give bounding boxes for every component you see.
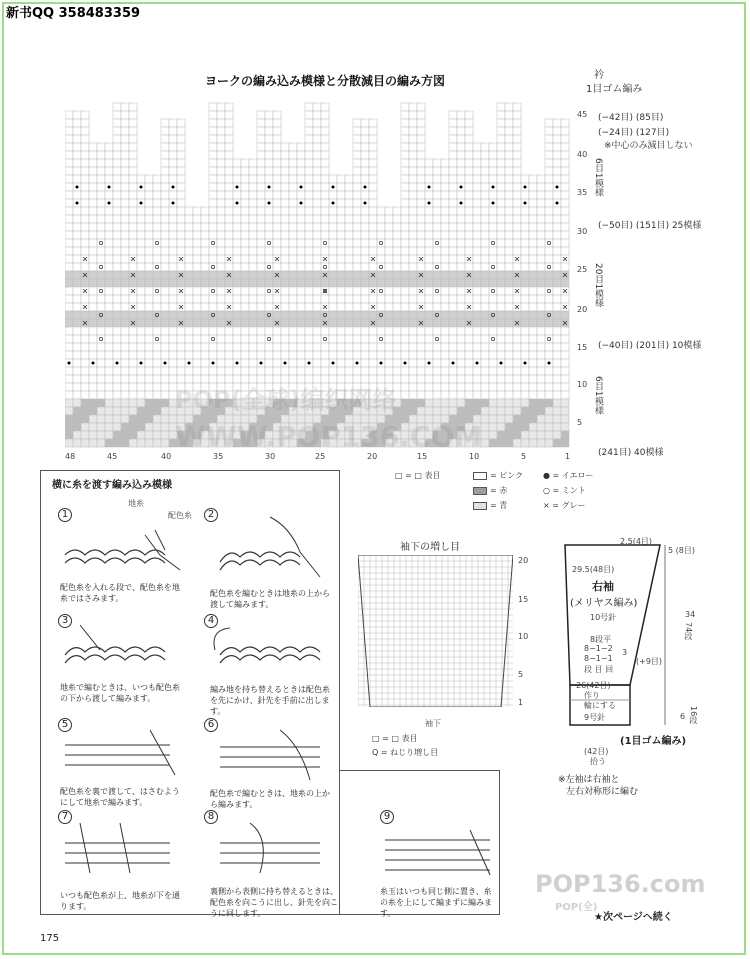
- sleeve-note-1: ※左袖は右袖と: [558, 775, 620, 785]
- sleeve-inc-4: 段 目 回: [584, 665, 614, 674]
- sleeve-increase-title: 袖下の増し目: [400, 542, 460, 553]
- annotation: ※中心のみ減目しない: [604, 141, 693, 151]
- sleeve-length-rows: 74段: [684, 622, 693, 641]
- row-num: 25: [577, 265, 588, 274]
- annotation: (−42目) (85目): [598, 113, 664, 123]
- col-num: 1: [565, 452, 571, 461]
- col-num: 25: [315, 452, 326, 461]
- step-5-illustration: [60, 725, 185, 785]
- annotation-vertical: 6目1模様: [593, 376, 603, 415]
- footer-watermark-sub: POP(全): [555, 902, 598, 913]
- step-number: 5: [58, 718, 72, 732]
- row-num: 10: [577, 380, 588, 389]
- inc-legend-twist: Q = ねじり増し目: [372, 748, 439, 757]
- row-num: 40: [577, 150, 588, 159]
- inc-row: 5: [518, 670, 524, 679]
- yoke-bottom-numbers: [65, 452, 573, 462]
- col-num: 5: [521, 452, 527, 461]
- col-num: 35: [213, 452, 224, 461]
- color-yarn-label: 配色糸: [168, 511, 192, 520]
- step-caption: 地糸で編むときは、いつも配色糸の下から渡して編みます。: [60, 683, 180, 703]
- sleeve-increase-svg: [358, 555, 513, 707]
- step-caption: 編み地を持ち替えるときは配色糸を先にかけ、針先を手前に出します。: [210, 685, 330, 716]
- legend-symbol: ×: [543, 501, 550, 510]
- legend-label: = イエロー: [552, 471, 594, 480]
- legend-label: 表目: [424, 471, 441, 480]
- row-num: 35: [577, 188, 588, 197]
- annotation: (241目) 40模様: [598, 448, 664, 458]
- sleeve-inc-2: 8−1−2: [584, 644, 613, 653]
- sleeve-inc-3: 8−1−1: [584, 654, 613, 663]
- col-num: 10: [469, 452, 480, 461]
- step-number: 3: [58, 614, 72, 628]
- legend-label: = 赤: [490, 486, 508, 495]
- step-1-illustration: [60, 525, 185, 575]
- inc-row: 15: [518, 595, 529, 604]
- step-8-illustration: [210, 818, 335, 878]
- grid-watermark-2: WWW.POP136.COM: [175, 420, 483, 453]
- sleeve-rib-height: 6: [680, 712, 686, 721]
- step-4-illustration: [210, 620, 335, 680]
- step-9-illustration: [380, 825, 495, 880]
- step-caption: 裏側から表側に持ち替えるときは、配色糸を向こうに出し、針先を向こうに回します。: [210, 887, 338, 918]
- inc-legend-knit: □ = □ 表目: [372, 734, 418, 743]
- sleeve-flat: 輪にする: [584, 701, 616, 710]
- col-num: 15: [417, 452, 428, 461]
- step-caption: いつも配色糸が上、地糸が下を通ります。: [60, 891, 180, 911]
- pink-swatch: [473, 472, 487, 480]
- legend-label: = ミント: [552, 486, 586, 495]
- step-3-illustration: [60, 620, 185, 680]
- step-2-illustration: [210, 512, 335, 582]
- step-number: 1: [58, 508, 72, 522]
- legend-label: = グレー: [552, 501, 586, 510]
- sleeve-rib-rows: 16段: [689, 706, 698, 725]
- inc-row: 10: [518, 632, 529, 641]
- inc-row: 1: [518, 698, 524, 707]
- annotation: (−40目) (201目) 10模様: [598, 341, 702, 351]
- legend-label: = 青: [490, 501, 508, 510]
- sleeve-pick: (42目): [584, 747, 609, 756]
- row-num: 20: [577, 305, 588, 314]
- step-number: 7: [58, 810, 72, 824]
- inc-row: 20: [518, 556, 529, 565]
- row-num: 30: [577, 227, 588, 236]
- sleeve-cast-width: 29.5(48目): [572, 565, 615, 574]
- col-num: 48: [65, 452, 76, 461]
- grid-watermark-1: POP(全球)编织网络: [175, 386, 397, 414]
- step-number: 2: [204, 508, 218, 522]
- legend-symbol: □ = □: [395, 471, 422, 480]
- collar-rib-label: 1目ゴム編み: [586, 84, 643, 95]
- step-number: 8: [204, 810, 218, 824]
- step-caption: 配色糸を裏で渡して、はさむようにして地糸で編みます。: [60, 787, 180, 807]
- col-num: 45: [107, 452, 118, 461]
- sleeve-inc-1: 8段平: [590, 635, 612, 644]
- row-num: 15: [577, 343, 588, 352]
- sleeve-name: 右袖: [592, 580, 614, 593]
- step-7-illustration: [60, 818, 185, 878]
- sleeve-length: 34: [685, 610, 696, 619]
- row-num: 45: [577, 110, 588, 119]
- sleeve-bottom-cast: 26(42目): [576, 681, 611, 690]
- color-legend: [395, 470, 625, 515]
- legend-symbol: ●: [543, 471, 550, 480]
- step-number: 6: [204, 718, 218, 732]
- sleeve-pick2: 拾う: [590, 757, 606, 766]
- header-qq: 新书QQ 358483359: [6, 6, 141, 21]
- yoke-row-numbers: [577, 95, 591, 450]
- step-number: 9: [380, 810, 394, 824]
- footer-watermark-site: POP136.com: [535, 870, 706, 898]
- sleeve-rib-needle: 9号針: [584, 713, 606, 722]
- annotation-vertical: 6目1模様: [593, 158, 603, 197]
- underarm-label: 袖下: [425, 719, 441, 728]
- sleeve-top-measure: 2.5(4目): [620, 537, 653, 546]
- sleeve-stitch: (メリヤス編み): [570, 598, 638, 609]
- sleeve-rib-name: (1目ゴム編み): [620, 736, 687, 747]
- step-6-illustration: [210, 725, 335, 785]
- legend-symbol: ○: [543, 486, 550, 495]
- collar-label: 衿: [594, 70, 604, 81]
- sleeve-right-top: 5 (8目): [668, 546, 695, 555]
- step-caption: 配色糸で編むときは、地糸の上から編みます。: [210, 789, 330, 809]
- annotation-vertical: 20目1模様: [593, 263, 603, 308]
- steps-title: 横に糸を渡す編み込み模様: [52, 480, 172, 491]
- row-num: 5: [577, 418, 583, 427]
- step-number: 4: [204, 614, 218, 628]
- col-num: 20: [367, 452, 378, 461]
- page-number: 175: [40, 933, 60, 944]
- col-num: 30: [265, 452, 276, 461]
- step-caption: 配色糸を編むときは地糸の上から渡して編みます。: [210, 589, 330, 609]
- sleeve-make: 作り: [584, 691, 600, 700]
- sleeve-inc-total: (+9目): [636, 657, 663, 666]
- annotation: (−50目) (151目) 25模様: [598, 221, 702, 231]
- next-page-note: ★次ページへ続く: [594, 912, 673, 923]
- step-caption: 糸玉はいつも同じ側に置き、糸の糸を上にして編まずに編みます。: [380, 887, 492, 918]
- sleeve-three: 3: [622, 648, 628, 657]
- sleeve-increase-grid: [358, 555, 513, 707]
- blue-swatch: [473, 502, 487, 510]
- sleeve-needle: 10号針: [590, 613, 617, 622]
- step-caption: 配色糸を入れる段で、配色糸を地糸ではさみます。: [60, 583, 180, 603]
- annotation: (−24目) (127目): [598, 128, 670, 138]
- col-num: 40: [161, 452, 172, 461]
- sleeve-note-2: 左右対称形に編む: [566, 787, 639, 797]
- red-swatch: [473, 487, 487, 495]
- legend-label: = ピンク: [490, 471, 524, 480]
- chart-title: ヨークの編み込み模様と分散減目の編み方図: [205, 74, 446, 88]
- sleeve-schematic: [545, 540, 700, 740]
- ground-yarn-label: 地糸: [128, 499, 144, 508]
